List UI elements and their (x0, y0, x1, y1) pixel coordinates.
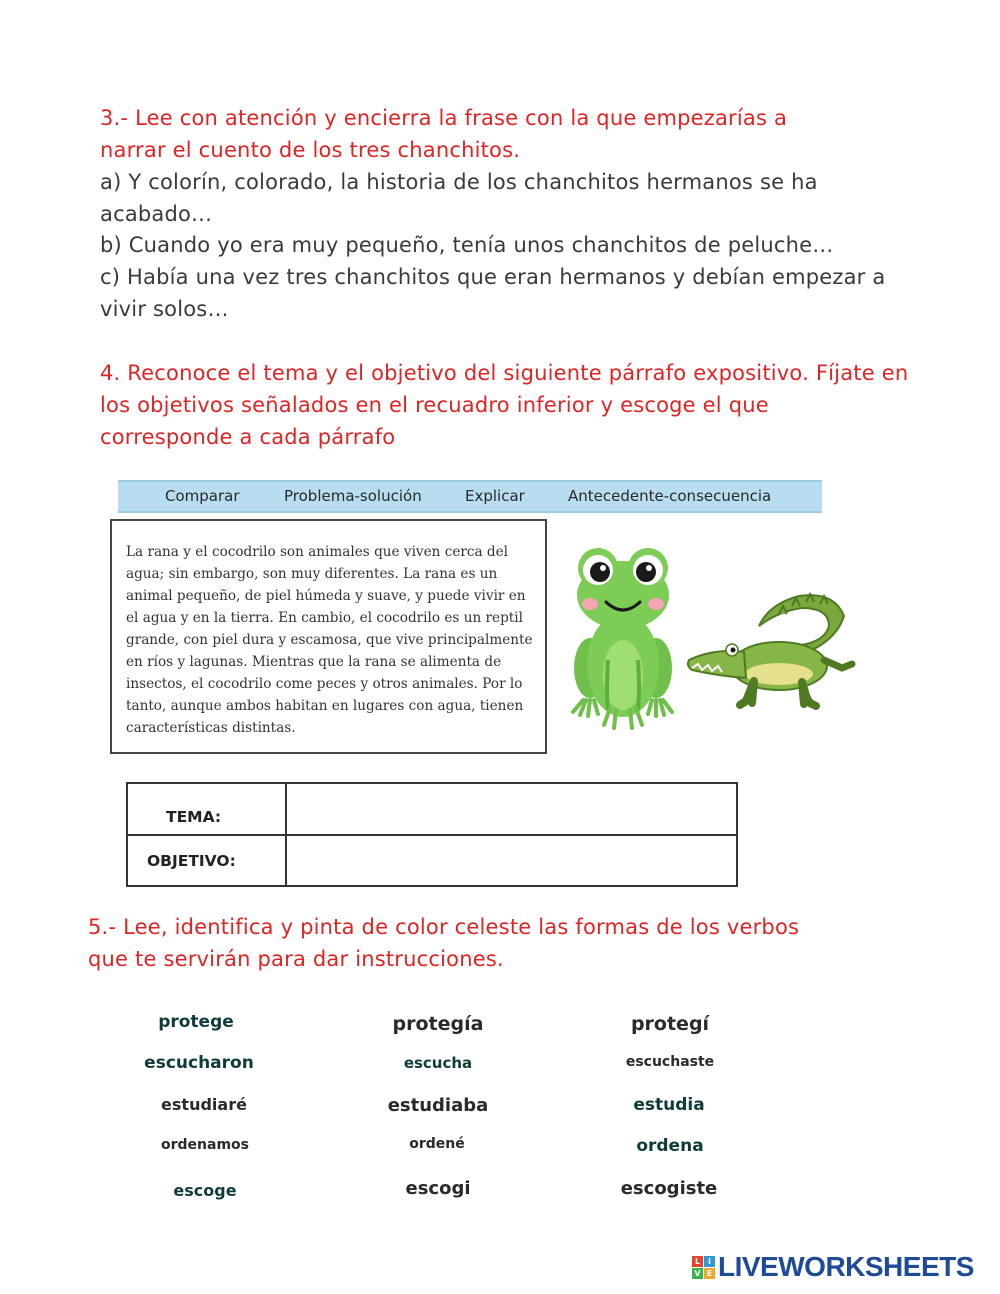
objetivo-label: OBJETIVO: (147, 852, 236, 870)
objetivo-answer-field[interactable] (289, 838, 734, 883)
objective-comparar: Comparar (165, 487, 240, 505)
verb-estudiare[interactable]: estudiaré (161, 1095, 247, 1114)
q3-option-c-line1[interactable]: c) Había una vez tres chanchitos que eran hermanos y debían empezar a (100, 265, 886, 289)
verb-escogi[interactable]: escogi (405, 1178, 471, 1199)
verb-escuchaste[interactable]: escuchaste (625, 1054, 715, 1070)
expository-paragraph-box (110, 519, 547, 754)
tema-label: TEMA: (166, 808, 222, 826)
verb-ordena[interactable]: ordena (636, 1136, 704, 1156)
logo-wordmark: LIVEWORKSHEETS (718, 1251, 974, 1282)
q3-option-a-line2[interactable]: acabado… (100, 202, 213, 226)
verb-protegi[interactable]: protegí (630, 1013, 710, 1035)
verb-estudiaba[interactable]: estudiaba (387, 1095, 489, 1116)
tema-answer-field[interactable] (289, 786, 734, 832)
verb-escoge[interactable]: escoge (173, 1181, 237, 1200)
q3-option-c-line2[interactable]: vivir solos… (100, 297, 229, 321)
verb-escucha[interactable]: escucha (403, 1054, 473, 1072)
verb-estudia[interactable]: estudia (633, 1095, 705, 1115)
q3-option-b[interactable]: b) Cuando yo era muy pequeño, tenía unos chanchitos de peluche… (100, 233, 834, 257)
objectives-bar (118, 480, 822, 513)
crocodile-illustration (684, 586, 860, 718)
logo-letter-l: L (692, 1256, 703, 1267)
q5-title-line1: 5.- Lee, identifica y pinta de color celeste las formas de los verbos (88, 915, 800, 939)
frog-illustration (568, 540, 678, 740)
table-divider-horizontal (128, 834, 736, 836)
q4-title-line1: 4. Reconoce el tema y el objetivo del siguiente párrafo expositivo. Fíjate en (100, 361, 909, 385)
q4-title-line2: los objetivos señalados en el recuadro inferior y escoge el que (100, 393, 769, 417)
logo-letter-i: I (704, 1256, 715, 1267)
verb-escogiste[interactable]: escogiste (620, 1178, 718, 1199)
logo-letter-v: V (692, 1268, 703, 1279)
logo-letter-e: E (704, 1268, 715, 1279)
q3-title-line1: 3.- Lee con atención y encierra la frase con la que empezarías a (100, 106, 788, 130)
objective-problema-solucion: Problema-solución (284, 487, 422, 505)
verb-protege[interactable]: protege (158, 1012, 234, 1032)
verb-ordenamos[interactable]: ordenamos (161, 1137, 249, 1153)
q4-title-line3: corresponde a cada párrafo (100, 425, 396, 449)
tema-objetivo-table (126, 782, 738, 887)
objective-explicar: Explicar (465, 487, 525, 505)
verb-ordene[interactable]: ordené (409, 1136, 465, 1152)
verb-escucharon[interactable]: escucharon (144, 1053, 254, 1073)
expository-paragraph: La rana y el cocodrilo son animales que viven cerca del agua; sin embargo, son muy diferentes. La rana es un animal pequeño, de piel húmeda y suave, y puede vivir en el agua y en la tierra. En cambio, el cocodrilo es un reptil grande, con piel dura y escamosa, que vive principalmente en ríos y lagunas. Mientras que la rana se alimenta de insectos, el cocodrilo come peces y otros animales. Por lo tanto, aunque ambos habitan en lugares con agua, tienen características distintas. (126, 544, 533, 736)
q3-title-line2: narrar el cuento de los tres chanchitos. (100, 138, 521, 162)
q3-option-a-line1[interactable]: a) Y colorín, colorado, la historia de los chanchitos hermanos se ha (100, 170, 818, 194)
q5-title-line2: que te servirán para dar instrucciones. (88, 947, 504, 971)
objective-antecedente-consecuencia: Antecedente-consecuencia (568, 487, 772, 505)
verb-protegia[interactable]: protegía (392, 1013, 484, 1035)
